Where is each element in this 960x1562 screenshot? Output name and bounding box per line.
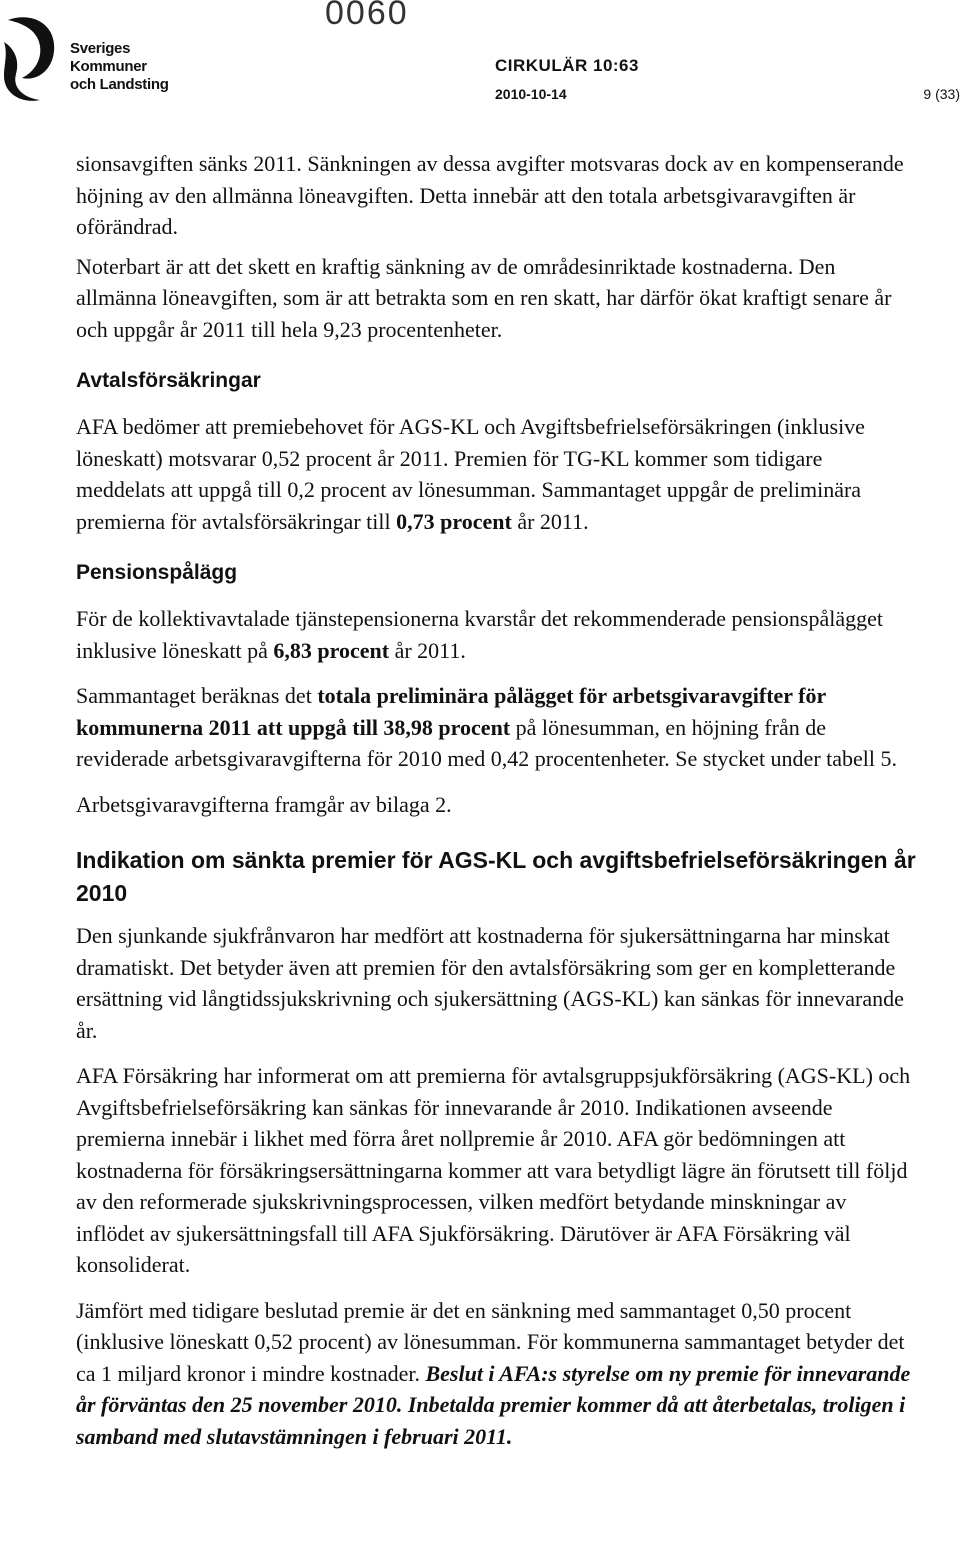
paragraph-1: sionsavgiften sänks 2011. Sänkningen av dessa avgifter motsvaras dock av en kompenserande höjning av den allmänna löneavgiften. Detta innebär att den totala arbetsgivaravgiften är oförändrad. (76, 151, 904, 239)
skl-logo-icon (0, 8, 62, 108)
premium-total: 0,73 procent (396, 508, 512, 534)
circular-date: 2010-10-14 (495, 86, 567, 102)
paragraph-8: AFA Försäkring har informerat om att premierna för avtalsgruppsjukförsäkring (AGS-KL) och Avgiftsbefrielseförsäkring kan sänkas för innevarande år 2010. Indikationen avseende premierna innebär i likhet med förra året nollpremie år 2010. AFA gör bedömningen att kostnaderna för försäkringsersättningarna kommer att vara betydligt lägre än förutsett till följd av den reformerade sjukskrivningsprocessen, vilken medfört betydande minskningar av inflödet av sjukersättningsfall till AFA Sjukförsäkring. Därutöver är AFA Försäkring väl konsoliderat. (76, 1063, 911, 1277)
paragraph-4: För de kollektivavtalade tjänstepensionerna kvarstår det rekommenderade pensionspålägget inklusive löneskatt på 6,83 procent år 2011. (76, 606, 883, 663)
paragraph-3: AFA bedömer att premiebehovet för AGS-KL och Avgiftsbefrielseförsäkringen (inklusive löneskatt) motsvarar 0,52 procent år 2011. Premien för TG-KL kommer som tidigare meddelats att uppgå till 0,2 procent av lönesumman. Sammantaget uppgår de preliminära premierna för avtalsförsäkringar till 0,73 procent år 2011. (76, 414, 865, 534)
board-decision-note: Beslut i AFA:s styrelse om ny premie för innevarande år förväntas den 25 november 2010. Inbetalda premier kommer då att återbetalas, troligen i samband med slutavstämningen i februari 2011. (76, 1360, 911, 1449)
page-number: 9 (33) (923, 86, 960, 102)
pension-rate: 6,83 procent (273, 637, 390, 663)
heading-avtalsforsakringar: Avtalsförsäkringar (76, 369, 261, 392)
organization-name (70, 40, 169, 94)
document-body (76, 148, 916, 1466)
org-line-2: Kommuner (70, 58, 147, 75)
paragraph-9: Jämfört med tidigare beslutad premie är det en sänkning med sammantaget 0,50 procent (inklusive löneskatt 0,52 procent) av lönesumman. För kommunerna sammantaget betyder det ca 1 miljard kronor i mindre kostnader. Beslut i AFA:s styrelse om ny premie för innevarande år förväntas den 25 november 2010. Inbetalda premier kommer då att återbetalas, troligen i samband med slutavstämningen i februari 2011. (76, 1297, 911, 1449)
paragraph-2: Noterbart är att det skett en kraftig sänkning av de områdesinriktade kostnaderna. Den allmänna löneavgiften, som är att betrakta som en ren skatt, har därför ökat kraftigt senare år och uppgår år 2011 till hela 9,23 procentenheter. (76, 253, 892, 342)
org-line-3: och Landsting (70, 76, 169, 93)
paragraph-5: Sammantaget beräknas det totala preliminära pålägget för arbetsgivaravgifter för kommunerna 2011 att uppgå till 38,98 procent på lönesumman, en höjning från de reviderade arbetsgivaravgifterna för 2010 med 0,42 procentenheter. Se stycket under tabell 5. (76, 683, 898, 771)
heading-pensionspalagg: Pensionspålägg (76, 561, 238, 584)
heading-indikation: Indikation om sänkta premier för AGS-KL och avgiftsbefrielseförsäkringen år 2010 (76, 847, 916, 906)
total-surcharge: totala preliminära pålägget för arbetsgivaravgifter för kommunerna 2011 att uppgå till 38,98 procent (76, 683, 826, 740)
archive-stamp: 0060 (325, 0, 409, 32)
circular-number: CIRKULÄR 10:63 (495, 56, 639, 75)
paragraph-6: Arbetsgivaravgifterna framgår av bilaga 2. (76, 791, 452, 817)
paragraph-7: Den sjunkande sjukfrånvaron har medfört att kostnaderna för sjukersättningarna har minskat dramatiskt. Det betyder även att premien för den avtalsförsäkring som ger en kompletterande ersättning vid långtidssjukskrivning och sjukersättning (AGS-KL) kan sänkas för innevarande år. (76, 923, 904, 1043)
org-line-1: Sveriges (70, 40, 131, 57)
